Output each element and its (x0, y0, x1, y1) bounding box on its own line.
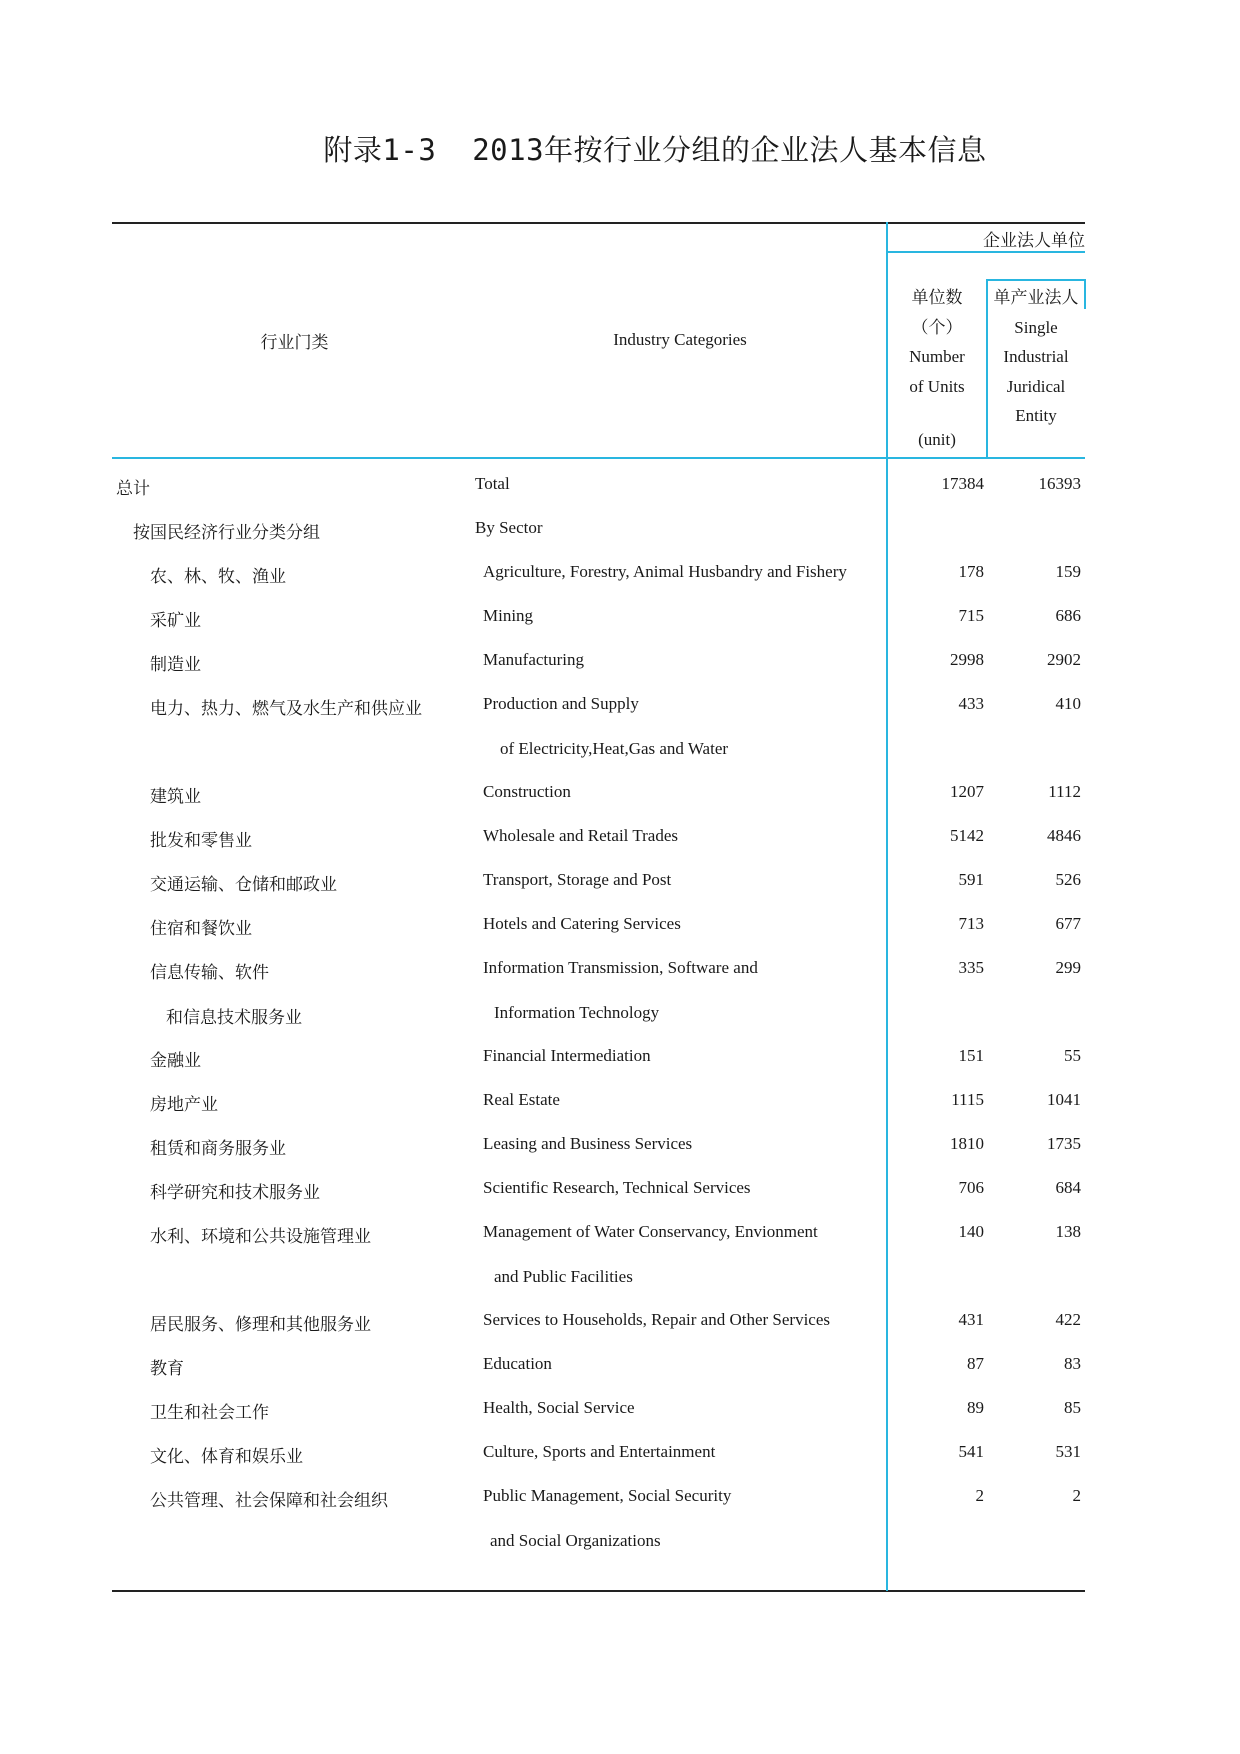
industry-name-cn: 租赁和商务服务业 (150, 1139, 286, 1158)
single-entity-count: 2902 (1047, 650, 1081, 669)
industry-name-cn-cont: 和信息技术服务业 (166, 1008, 302, 1027)
table-row (0, 1134, 1240, 1164)
industry-name-cn: 电力、热力、燃气及水生产和供应业 (150, 699, 422, 718)
number-of-units: 5142 (950, 826, 984, 845)
group-header-rule (887, 251, 1085, 253)
table-row (0, 1354, 1240, 1384)
table-row (0, 1442, 1240, 1472)
table-row (0, 782, 1240, 812)
header-unit-label: (unit) (918, 430, 956, 449)
number-of-units: 541 (958, 1442, 984, 1461)
industry-name-en: Agriculture, Forestry, Animal Husbandry and Fishery (483, 562, 847, 581)
number-of-units: 1810 (950, 1134, 984, 1153)
industry-name-cn: 卫生和社会工作 (150, 1403, 269, 1422)
table-row (0, 1222, 1240, 1286)
single-entity-count: 422 (1055, 1310, 1081, 1329)
header-col1-line: （个） (911, 317, 963, 337)
table-row (0, 1178, 1240, 1208)
number-of-units: 433 (958, 694, 984, 713)
industry-name-cn: 金融业 (150, 1051, 201, 1070)
industry-name-cn: 教育 (150, 1359, 184, 1378)
single-entity-count: 526 (1055, 870, 1081, 889)
industry-name-cn: 居民服务、修理和其他服务业 (150, 1315, 371, 1334)
industry-name-cn: 科学研究和技术服务业 (150, 1183, 320, 1202)
industry-name-en: Mining (483, 606, 534, 625)
number-of-units: 151 (958, 1046, 984, 1065)
header-col2-line: Entity (1015, 406, 1057, 425)
single-entity-count: 684 (1055, 1178, 1081, 1197)
industry-name-cn: 制造业 (150, 655, 201, 674)
number-of-units: 713 (958, 914, 984, 933)
single-entity-count: 677 (1055, 914, 1081, 933)
number-of-units: 17384 (941, 474, 984, 493)
industry-name-en: By Sector (475, 518, 543, 537)
header-group-label: 企业法人单位 (983, 231, 1085, 250)
industry-name-cn: 按国民经济行业分类分组 (133, 523, 320, 542)
number-of-units: 715 (958, 606, 984, 625)
header-col2-line: 单产业法人 (993, 288, 1079, 307)
industry-name-cn: 农、林、牧、渔业 (150, 567, 286, 586)
table-row (0, 1486, 1240, 1550)
numeric-column-divider (886, 222, 888, 1591)
header-col1-line: Number (909, 347, 965, 366)
single-entity-count: 16393 (1038, 474, 1081, 493)
table-row (0, 518, 1240, 548)
industry-name-cn: 住宿和餐饮业 (150, 919, 252, 938)
industry-name-en: Real Estate (483, 1090, 560, 1109)
single-entity-count: 1112 (1048, 782, 1081, 801)
industry-name-en: Manufacturing (483, 650, 585, 669)
header-col2-line: Juridical (1006, 376, 1066, 396)
single-entity-count: 2 (1072, 1486, 1081, 1505)
number-of-units: 140 (958, 1222, 984, 1241)
number-of-units: 87 (967, 1354, 984, 1373)
table-row (0, 1046, 1240, 1076)
header-box-right (1084, 279, 1086, 309)
industry-name-cn: 公共管理、社会保障和社会组织 (150, 1491, 388, 1510)
single-entity-count: 1735 (1047, 1134, 1081, 1153)
industry-name-en: Transport, Storage and Post (483, 870, 672, 889)
industry-name-en: Public Management, Social Security (483, 1486, 732, 1505)
single-entity-count: 85 (1064, 1398, 1081, 1417)
industry-name-cn: 批发和零售业 (150, 831, 252, 850)
industry-name-en-cont: Information Technology (494, 1003, 660, 1022)
header-col2-line: Single (1014, 317, 1058, 337)
header-col1-line: of Units (909, 376, 965, 396)
header-single-entity (988, 283, 1084, 431)
table-row (0, 606, 1240, 636)
industry-name-cn: 交通运输、仓储和邮政业 (150, 875, 337, 894)
industry-name-cn: 信息传输、软件 (150, 963, 269, 982)
single-entity-count: 1041 (1047, 1090, 1081, 1109)
industry-name-en: Scientific Research, Technical Services (483, 1178, 751, 1197)
single-entity-count: 531 (1055, 1442, 1081, 1461)
header-col2-line: Industrial (1003, 347, 1069, 366)
table-row (0, 1310, 1240, 1340)
number-of-units: 1207 (950, 782, 984, 801)
header-box-top (986, 279, 1085, 281)
table-row (0, 1398, 1240, 1428)
table-row (0, 914, 1240, 944)
industry-name-en: Total (475, 474, 510, 493)
industry-name-en-cont: and Social Organizations (490, 1531, 661, 1550)
industry-name-cn: 房地产业 (150, 1095, 218, 1114)
table-row (0, 694, 1240, 758)
industry-name-cn: 建筑业 (150, 787, 201, 806)
industry-name-en: Leasing and Business Services (483, 1134, 693, 1153)
industry-name-en-cont: of Electricity,Heat,Gas and Water (500, 739, 729, 758)
table-row (0, 650, 1240, 680)
header-bottom-rule (112, 457, 1085, 459)
number-of-units: 2 (975, 1486, 984, 1505)
number-of-units: 1115 (951, 1090, 984, 1109)
single-entity-count: 4846 (1047, 826, 1081, 845)
industry-name-en-cont: and Public Facilities (494, 1267, 633, 1286)
number-of-units: 178 (958, 562, 984, 581)
header-industry-en: Industry Categories (613, 330, 747, 349)
industry-name-en: Health, Social Service (483, 1398, 635, 1417)
number-of-units: 431 (958, 1310, 984, 1329)
table-row (0, 1090, 1240, 1120)
header-number-of-units (888, 283, 986, 401)
number-of-units: 706 (958, 1178, 984, 1197)
single-entity-count: 138 (1055, 1222, 1081, 1241)
industry-name-cn: 水利、环境和公共设施管理业 (150, 1227, 371, 1246)
page-title: 附录1-3 2013年按行业分组的企业法人基本信息 (323, 133, 987, 167)
industry-name-en: Construction (483, 782, 571, 801)
number-of-units: 591 (958, 870, 984, 889)
industry-name-en: Hotels and Catering Services (483, 914, 681, 933)
header-industry-cn: 行业门类 (260, 333, 329, 352)
single-entity-count: 410 (1055, 694, 1081, 713)
industry-name-en: Services to Households, Repair and Other Services (483, 1310, 830, 1329)
industry-name-en: Wholesale and Retail Trades (483, 826, 678, 845)
header-col1-line: 单位数 (911, 288, 963, 307)
table-top-rule (112, 222, 1085, 224)
number-of-units: 89 (967, 1398, 984, 1417)
industry-name-en: Education (483, 1354, 552, 1373)
industry-name-en: Culture, Sports and Entertainment (483, 1442, 716, 1461)
table-row (0, 562, 1240, 592)
industry-name-cn: 文化、体育和娱乐业 (150, 1447, 303, 1466)
single-entity-count: 299 (1055, 958, 1081, 977)
number-of-units: 335 (958, 958, 984, 977)
industry-name-cn: 总计 (116, 479, 150, 498)
single-entity-count: 55 (1064, 1046, 1081, 1065)
table-row (0, 826, 1240, 856)
number-of-units: 2998 (950, 650, 984, 669)
table-bottom-rule (112, 1590, 1085, 1592)
single-entity-count: 686 (1055, 606, 1081, 625)
industry-name-en: Production and Supply (483, 694, 639, 713)
table-row (0, 958, 1240, 1027)
industry-name-en: Information Transmission, Software and (483, 958, 758, 977)
table-row (0, 474, 1240, 504)
industry-name-en: Management of Water Conservancy, Envionment (483, 1222, 818, 1241)
industry-name-en: Financial Intermediation (483, 1046, 651, 1065)
single-entity-count: 159 (1055, 562, 1081, 581)
single-entity-count: 83 (1064, 1354, 1081, 1373)
table-row (0, 870, 1240, 900)
industry-name-cn: 采矿业 (150, 611, 201, 630)
